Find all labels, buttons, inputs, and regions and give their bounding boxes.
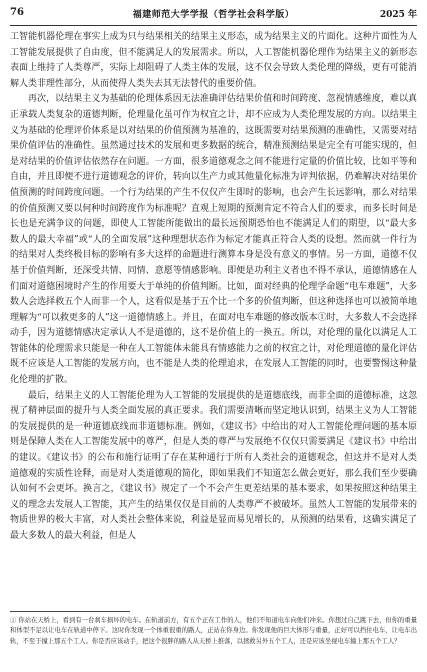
paragraph: 工智能机器伦理在事实上成为只与结果相关的结果主义形态，成为结果主义的片面化。这种片面性为人工智能发展提供了自由度，但不能满足人的发展需求。所以，人工智能机器伦理作为结果主义的新形态表面上维持了人类尊严，实际上却阻碍了人类主体的发展，这不仅会导致人类伦理的降级，更有可能消解人类非理性部分，从而使得人类失去其无法替代的重要价值。 xyxy=(10,32,417,89)
running-header xyxy=(10,7,417,26)
page-number: 76 xyxy=(10,7,24,18)
footnote-mark: ① xyxy=(10,617,17,624)
journal-title: 福建师范大学学报（哲学社会科学版） xyxy=(132,10,295,20)
body-text xyxy=(10,30,417,545)
footnote xyxy=(10,616,417,647)
footnote-text: 你站在天桥上，看到有一台刹车损坏的电车。在轨道前方，有五个正在工作的人，他们不知道电车向他们冲来。你想过自己跳下去，但你的重量和体型不足以让电车在轨道中停下。这时你发现一个体重很重的路人，正站在你身边。你发现他的巨大体形与重量，正好可以挡住电车，让电车出轨，不至于撞上那五个工人。你是否应该动手，把这个很胖的路人从天桥上推落，以拯救另外五个工人，还是应该坐视电车撞上那五个工人？ xyxy=(10,617,418,645)
paragraph: 最后，结果主义的人工智能伦理为人工智能的发展提供的是道德底线，而非全面的道德标准，这忽视了精神层面的提升与人类全面发展的真正要求。我们需要清晰而坚定地认识到，结果主义为人工智能的发展提供的是一种道德底线而非道德标准。例如，《建议书》中给出的对人工智能伦理问题的基本原则是保障人类在人工智能发展中的尊严，但是人类的尊严与发展绝不仅仅只需要满足《建议书》中给出的建议。《建议书》的公布和施行证明了存在某种通行于所有人类社会的道德观念，但这并不是对人类道德观的实质性诠释，而是对人类道德观的简化，即如果我们不知道怎么做会更好，那么我们至少要确认如何不会更坏。换言之，《建议书》规定了一个不会产生更差结果的基本要求，如果按照这种结果主义的理念去发展人工智能，其产生的结果仅仅是目前的人类尊严不被破坏。虽然人工智能的发展带来的物质世界的极大丰富，对人类社会整体来说，利益是显而易见增长的，从预测的结果看，这确实满足了最大多数人的最大利益，但是人 xyxy=(10,390,417,541)
footnote-divider xyxy=(10,611,130,612)
paragraph: 再次，以结果主义为基础的伦理体系因无法准确评估结果价值和时间跨度、忽视情感维度，难以真正承载人类复杂的道德判断，伦理量化虽可作为权宜之计，却不应成为人类伦理发展的方向。以结果主义为基础的伦理评价体系是以对结果的价值预测为基准的，这既需要对结果预测的准确性，又需要对结果价值评估的准确性。虽然通过技术的发展和更多数据的统合，精准预测结果是完全有可能实现的，但是对结果的价值评估依然存在问题。一方面，很多道德观念之间不能进行定量的价值比较，比如平等和自由，并且即便不进行道德观念的评价，转向以生产力或其他量化标准为评判依据，仍难解决对结果价值预测的时间跨度问题。一个行为结果的产生不仅仅产生即时的影响，也会产生长远影响，那么对结果的价值预测又要以何种时间跨度作为标准呢？直观上短期的预测肯定不符合人们的要求，而多长时间是长也是充满争议的问题，即使人工智能所能做出的最长远预期恐怕也不能满足人们的期望，以“最大多数人的最大幸福”或“人的全面发展”这种理想状态作为标定才能真正符合人类的设想。然而就一件行为的结果对人类终极目标的影响有多大这样的命题进行测算本身是没有意义的事情。另一方面，道德不仅基于价值判断，还深受共情、同情、意愿等情感影响。即便是功利主义者也不得不承认，道德情感在人们面对道德困境时产生的作用要大于单纯的价值判断。比如，面对经典的伦理学命题“电车难题”，大多数人会选择救五个人而非一个人，这看似是基于五个比一个多的价值判断，但这种选择也可以被简单地理解为“可以救更多的人”这一道德情感上。并且，在面对电车难题的修改版本①时，大多数人不会选择动手，因为道德情感决定承认人不是道德的，这不是价值上的一换五。所以，对伦理的量化以满足人工智能体的伦理需求只能是一种在人工智能体未能具有情感能力之前的权宜之计，对伦理道德的量化评估既不应该是人工智能的发展方向，也不能是人类的伦理追求，在发展人工智能的同时，也要警惕这种量化伦理的扩散。 xyxy=(10,94,417,386)
publication-year: 2025 年 xyxy=(379,10,417,20)
